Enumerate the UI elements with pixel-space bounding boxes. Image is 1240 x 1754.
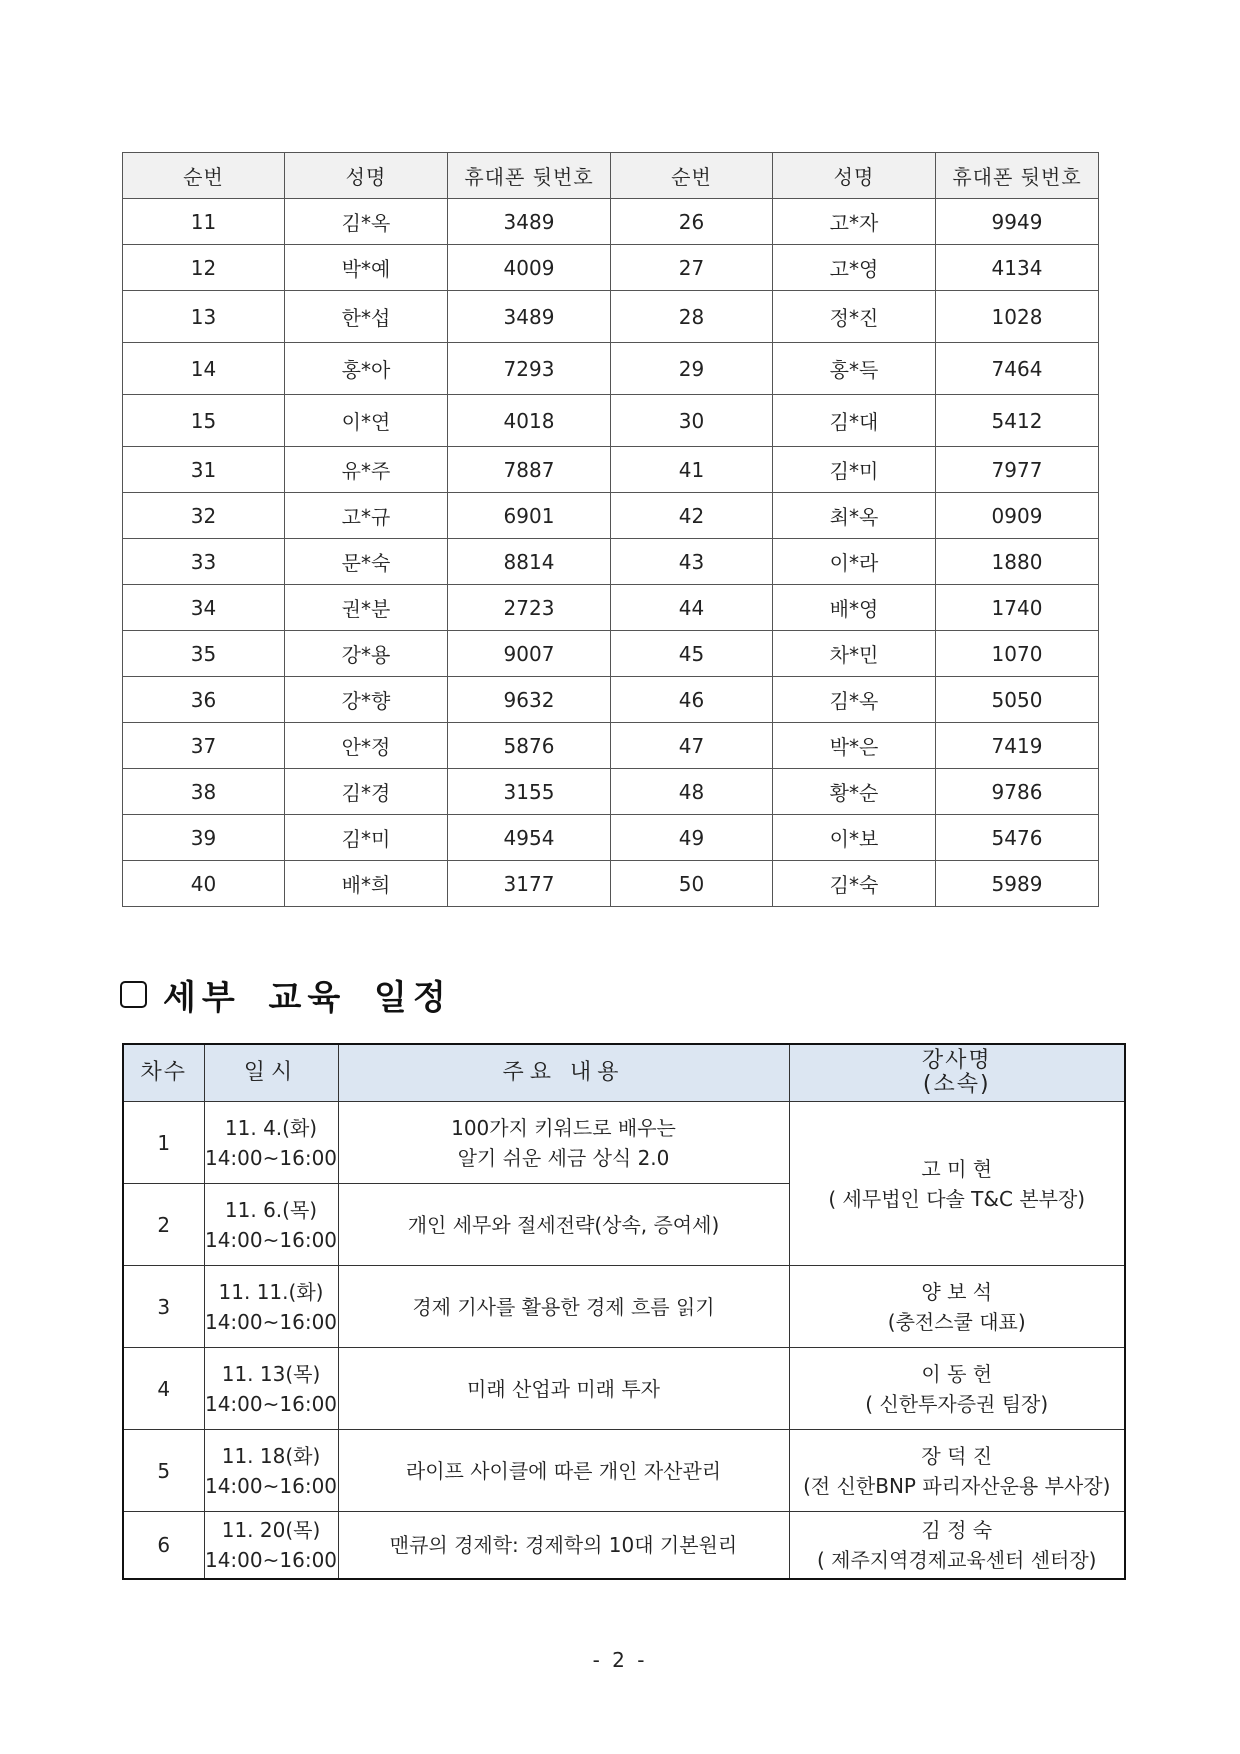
name-cell: 고*자 xyxy=(773,199,936,245)
phone-cell: 1880 xyxy=(936,539,1099,585)
round-cell: 6 xyxy=(123,1512,204,1580)
date: 11. 20(목) xyxy=(221,1518,321,1542)
table-row xyxy=(123,1512,1125,1580)
header-round: 차수 xyxy=(123,1044,204,1102)
time: 14:00~16:00 xyxy=(204,1309,338,1334)
name-cell: 한*섭 xyxy=(285,291,448,343)
name-cell: 이*라 xyxy=(773,539,936,585)
instructor-affiliation: (충전스쿨 대표) xyxy=(887,1309,1026,1334)
table-row xyxy=(123,245,1099,291)
time: 14:00~16:00 xyxy=(204,1391,338,1416)
phone-cell: 1070 xyxy=(936,631,1099,677)
name-cell: 차*민 xyxy=(773,631,936,677)
seq-cell: 15 xyxy=(123,395,285,447)
phone-cell: 4954 xyxy=(448,815,611,861)
phone-cell: 2723 xyxy=(448,585,611,631)
phone-cell: 7464 xyxy=(936,343,1099,395)
date: 11. 6.(목) xyxy=(224,1197,318,1222)
seq-cell: 27 xyxy=(611,245,773,291)
table-row xyxy=(123,1430,1125,1512)
header-phone: 휴대폰 뒷번호 xyxy=(936,153,1099,199)
header-datetime: 일시 xyxy=(204,1044,338,1102)
instructor-name: 이 동 헌 xyxy=(921,1361,993,1386)
phone-cell: 9007 xyxy=(448,631,611,677)
section-heading xyxy=(120,972,452,1016)
name-cell: 홍*아 xyxy=(285,343,448,395)
name-cell: 권*분 xyxy=(285,585,448,631)
round-cell: 5 xyxy=(123,1430,204,1512)
page-number: - 2 - xyxy=(592,1648,648,1672)
seq-cell: 36 xyxy=(123,677,285,723)
seq-cell: 13 xyxy=(123,291,285,343)
datetime-cell xyxy=(204,1512,338,1580)
name-cell: 안*정 xyxy=(285,723,448,769)
phone-cell: 5476 xyxy=(936,815,1099,861)
phone-cell: 1028 xyxy=(936,291,1099,343)
header-content: 주요 내용 xyxy=(338,1044,789,1102)
seq-cell: 38 xyxy=(123,769,285,815)
round-cell: 1 xyxy=(123,1102,204,1184)
seq-cell: 43 xyxy=(611,539,773,585)
header-instructor xyxy=(789,1044,1125,1102)
table-row xyxy=(123,447,1099,493)
table-row xyxy=(123,343,1099,395)
phone-cell: 3177 xyxy=(448,861,611,907)
content-cell: 라이프 사이클에 따른 개인 자산관리 xyxy=(338,1430,789,1512)
content-line: 알기 쉬운 세금 상식 2.0 xyxy=(457,1145,670,1170)
phone-cell: 0909 xyxy=(936,493,1099,539)
datetime-cell xyxy=(204,1184,338,1266)
time: 14:00~16:00 xyxy=(204,1473,338,1498)
table-row xyxy=(123,291,1099,343)
instructor-name: 장 덕 진 xyxy=(921,1443,993,1468)
instructor-affiliation: ( 세무법인 다솔 T&C 본부장) xyxy=(828,1186,1086,1211)
datetime-cell xyxy=(204,1102,338,1184)
name-cell: 김*숙 xyxy=(773,861,936,907)
datetime-cell xyxy=(204,1430,338,1512)
table-row xyxy=(123,395,1099,447)
datetime-cell xyxy=(204,1266,338,1348)
phone-cell: 8814 xyxy=(448,539,611,585)
table-row xyxy=(123,723,1099,769)
date: 11. 13(목) xyxy=(221,1361,321,1386)
instructor-cell xyxy=(789,1430,1125,1512)
name-cell: 고*규 xyxy=(285,493,448,539)
name-cell: 최*옥 xyxy=(773,493,936,539)
schedule-table xyxy=(122,1043,1126,1580)
seq-cell: 29 xyxy=(611,343,773,395)
table-row xyxy=(123,1348,1125,1430)
name-cell: 황*순 xyxy=(773,769,936,815)
table-header-row xyxy=(123,153,1099,199)
time: 14:00~16:00 xyxy=(204,1227,338,1252)
header-name: 성명 xyxy=(285,153,448,199)
seq-cell: 39 xyxy=(123,815,285,861)
phone-cell: 4009 xyxy=(448,245,611,291)
phone-cell: 9632 xyxy=(448,677,611,723)
instructor-affiliation: (전 신한BNP 파리자산운용 부사장) xyxy=(803,1473,1111,1498)
seq-cell: 47 xyxy=(611,723,773,769)
phone-cell: 5412 xyxy=(936,395,1099,447)
name-cell: 김*미 xyxy=(773,447,936,493)
table-row xyxy=(123,631,1099,677)
round-cell: 4 xyxy=(123,1348,204,1430)
instructor-cell xyxy=(789,1102,1125,1266)
name-cell: 박*예 xyxy=(285,245,448,291)
table-row xyxy=(123,493,1099,539)
date: 11. 11.(화) xyxy=(218,1279,324,1304)
datetime-cell xyxy=(204,1348,338,1430)
round-cell: 3 xyxy=(123,1266,204,1348)
content-cell: 맨큐의 경제학: 경제학의 10대 기본원리 xyxy=(338,1512,789,1580)
instructor-name: 고 미 현 xyxy=(921,1156,993,1181)
table-header-row xyxy=(123,1044,1125,1102)
phone-cell: 4018 xyxy=(448,395,611,447)
seq-cell: 30 xyxy=(611,395,773,447)
phone-cell: 7419 xyxy=(936,723,1099,769)
seq-cell: 26 xyxy=(611,199,773,245)
seq-cell: 33 xyxy=(123,539,285,585)
phone-cell: 9949 xyxy=(936,199,1099,245)
name-cell: 유*주 xyxy=(285,447,448,493)
seq-cell: 35 xyxy=(123,631,285,677)
phone-cell: 5876 xyxy=(448,723,611,769)
name-cell: 김*옥 xyxy=(773,677,936,723)
seq-cell: 11 xyxy=(123,199,285,245)
header-seq: 순번 xyxy=(611,153,773,199)
instructor-cell xyxy=(789,1266,1125,1348)
table-row xyxy=(123,861,1099,907)
instructor-affiliation: ( 제주지역경제교육센터 센터장) xyxy=(817,1548,1097,1572)
phone-cell: 7977 xyxy=(936,447,1099,493)
table-row xyxy=(123,199,1099,245)
seq-cell: 49 xyxy=(611,815,773,861)
checkbox-square-icon xyxy=(120,981,147,1008)
header-name: 성명 xyxy=(773,153,936,199)
name-cell: 정*진 xyxy=(773,291,936,343)
header-instructor-name: 강사명 xyxy=(921,1048,992,1073)
phone-cell: 5989 xyxy=(936,861,1099,907)
phone-cell: 4134 xyxy=(936,245,1099,291)
name-cell: 고*영 xyxy=(773,245,936,291)
seq-cell: 46 xyxy=(611,677,773,723)
round-cell: 2 xyxy=(123,1184,204,1266)
seq-cell: 14 xyxy=(123,343,285,395)
date: 11. 18(화) xyxy=(221,1443,321,1468)
seq-cell: 41 xyxy=(611,447,773,493)
seq-cell: 50 xyxy=(611,861,773,907)
name-cell: 박*은 xyxy=(773,723,936,769)
date: 11. 4.(화) xyxy=(224,1115,318,1140)
table-row xyxy=(123,677,1099,723)
section-title: 세부 교육 일정 xyxy=(163,977,452,1018)
phone-cell: 5050 xyxy=(936,677,1099,723)
name-cell: 김*대 xyxy=(773,395,936,447)
seq-cell: 32 xyxy=(123,493,285,539)
seq-cell: 37 xyxy=(123,723,285,769)
header-seq: 순번 xyxy=(123,153,285,199)
instructor-name: 김 정 숙 xyxy=(921,1518,993,1542)
name-cell: 문*숙 xyxy=(285,539,448,585)
name-cell: 이*연 xyxy=(285,395,448,447)
name-cell: 이*보 xyxy=(773,815,936,861)
phone-cell: 7887 xyxy=(448,447,611,493)
seq-cell: 12 xyxy=(123,245,285,291)
name-cell: 배*영 xyxy=(773,585,936,631)
instructor-cell xyxy=(789,1348,1125,1430)
phone-cell: 9786 xyxy=(936,769,1099,815)
seq-cell: 31 xyxy=(123,447,285,493)
instructor-affiliation: ( 신한투자증권 팀장) xyxy=(865,1391,1049,1416)
phone-cell: 3489 xyxy=(448,291,611,343)
seq-cell: 44 xyxy=(611,585,773,631)
name-cell: 강*용 xyxy=(285,631,448,677)
table-row xyxy=(123,585,1099,631)
time: 14:00~16:00 xyxy=(204,1145,338,1170)
seq-cell: 40 xyxy=(123,861,285,907)
phone-cell: 3155 xyxy=(448,769,611,815)
table-row xyxy=(123,1102,1125,1184)
table-row xyxy=(123,815,1099,861)
header-phone: 휴대폰 뒷번호 xyxy=(448,153,611,199)
name-cell: 홍*득 xyxy=(773,343,936,395)
seq-cell: 28 xyxy=(611,291,773,343)
name-cell: 김*미 xyxy=(285,815,448,861)
content-cell xyxy=(338,1102,789,1184)
header-instructor-affiliation: (소속) xyxy=(922,1072,991,1097)
phone-cell: 7293 xyxy=(448,343,611,395)
content-cell: 경제 기사를 활용한 경제 흐름 읽기 xyxy=(338,1266,789,1348)
content-line: 100가지 키워드로 배우는 xyxy=(451,1115,676,1140)
seq-cell: 45 xyxy=(611,631,773,677)
content-cell: 미래 산업과 미래 투자 xyxy=(338,1348,789,1430)
name-cell: 배*희 xyxy=(285,861,448,907)
participant-table xyxy=(122,152,1099,907)
phone-cell: 3489 xyxy=(448,199,611,245)
instructor-name: 양 보 석 xyxy=(921,1279,993,1304)
time: 14:00~16:00 xyxy=(204,1548,338,1572)
phone-cell: 6901 xyxy=(448,493,611,539)
content-cell: 개인 세무와 절세전략(상속, 증여세) xyxy=(338,1184,789,1266)
name-cell: 김*경 xyxy=(285,769,448,815)
table-row xyxy=(123,539,1099,585)
seq-cell: 48 xyxy=(611,769,773,815)
table-row xyxy=(123,1266,1125,1348)
phone-cell: 1740 xyxy=(936,585,1099,631)
table-row xyxy=(123,769,1099,815)
instructor-cell xyxy=(789,1512,1125,1580)
name-cell: 강*향 xyxy=(285,677,448,723)
seq-cell: 42 xyxy=(611,493,773,539)
seq-cell: 34 xyxy=(123,585,285,631)
name-cell: 김*옥 xyxy=(285,199,448,245)
